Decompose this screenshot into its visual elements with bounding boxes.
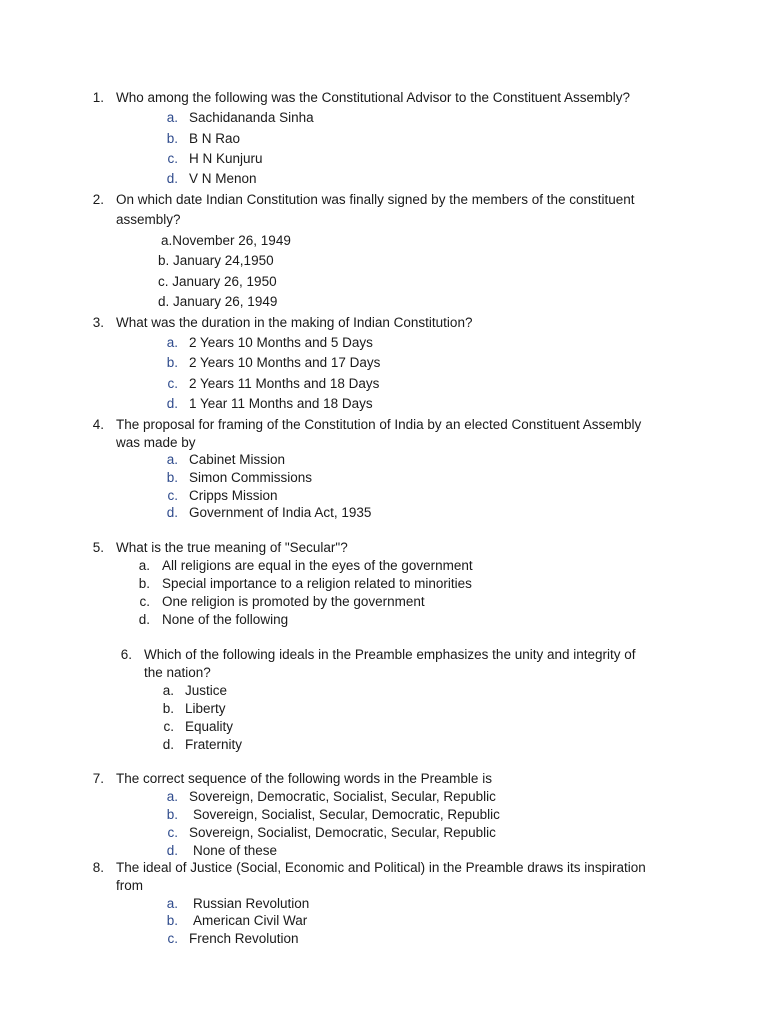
option-letter: b. — [166, 913, 178, 928]
option-letter: a. — [162, 683, 174, 698]
option-letter: c. — [163, 719, 174, 734]
option-text: One religion is promoted by the government — [162, 594, 425, 609]
option-text: Russian Revolution — [193, 896, 310, 911]
option-text: 2 Years 10 Months and 5 Days — [189, 335, 373, 350]
option-letter: b. — [166, 470, 178, 485]
question-number: 6. — [120, 647, 132, 662]
option-text: Liberty — [185, 701, 226, 716]
question-number: 1. — [92, 90, 104, 105]
question-text: The proposal for framing of the Constitution of India by an elected Constituent Assembly — [116, 417, 642, 432]
option-text: Government of India Act, 1935 — [189, 505, 372, 520]
option-text: b. January 24,1950 — [158, 253, 274, 268]
option-text: a.November 26, 1949 — [161, 233, 291, 248]
option-text: V N Menon — [189, 171, 257, 186]
option-letter: a. — [166, 110, 178, 125]
option-text: d. January 26, 1949 — [158, 294, 278, 309]
question-number: 2. — [92, 192, 104, 207]
option-text: None of these — [193, 843, 278, 858]
option-letter: c. — [167, 825, 178, 840]
question-text: The correct sequence of the following words in the Preamble is — [116, 771, 492, 786]
option-text: Sovereign, Socialist, Secular, Democratic, Republic — [193, 807, 500, 822]
question-number: 4. — [92, 417, 104, 432]
option-letter: c. — [167, 488, 178, 503]
option-letter: c. — [167, 931, 178, 946]
option-letter: b. — [166, 355, 178, 370]
option-letter: a. — [166, 452, 178, 467]
question-number: 5. — [92, 540, 104, 555]
question-text: What is the true meaning of "Secular"? — [116, 540, 348, 555]
option-text: All religions are equal in the eyes of the government — [162, 558, 473, 573]
option-letter: a. — [166, 335, 178, 350]
option-text: B N Rao — [189, 131, 241, 146]
option-text: H N Kunjuru — [189, 151, 263, 166]
option-text: Cabinet Mission — [189, 452, 286, 467]
option-text: Fraternity — [185, 737, 243, 752]
option-letter: d. — [138, 612, 150, 627]
question-text: On which date Indian Constitution was finally signed by the members of the constituent — [116, 192, 635, 207]
option-letter: c. — [167, 376, 178, 391]
question-text: The ideal of Justice (Social, Economic and Political) in the Preamble draws its inspiration — [116, 860, 646, 875]
option-text: 1 Year 11 Months and 18 Days — [189, 396, 373, 411]
option-letter: a. — [138, 558, 150, 573]
option-letter: a. — [166, 789, 178, 804]
option-text: Special importance to a religion related to minorities — [162, 576, 472, 591]
option-letter: d. — [166, 505, 178, 520]
option-text: French Revolution — [189, 931, 299, 946]
option-text: 2 Years 10 Months and 17 Days — [189, 355, 381, 370]
question-number: 8. — [92, 860, 104, 875]
option-letter: c. — [139, 594, 150, 609]
option-letter: b. — [166, 807, 178, 822]
option-letter: b. — [138, 576, 150, 591]
option-letter: d. — [166, 171, 178, 186]
option-text: None of the following — [162, 612, 289, 627]
option-letter: a. — [166, 896, 178, 911]
option-letter: b. — [166, 131, 178, 146]
question-text: was made by — [116, 435, 196, 450]
question-number: 3. — [92, 315, 104, 330]
question-text: assembly? — [116, 212, 181, 227]
option-letter: d. — [162, 737, 174, 752]
option-text: Cripps Mission — [189, 488, 278, 503]
question-text: the nation? — [144, 665, 211, 680]
option-text: American Civil War — [193, 913, 308, 928]
option-letter: d. — [166, 843, 178, 858]
question-text: from — [116, 878, 143, 893]
option-text: c. January 26, 1950 — [158, 274, 277, 289]
question-text: Which of the following ideals in the Preamble emphasizes the unity and integrity of — [144, 647, 636, 662]
option-text: Sachidananda Sinha — [189, 110, 314, 125]
question-text: Who among the following was the Constitutional Advisor to the Constituent Assembly? — [116, 90, 631, 105]
option-text: Sovereign, Socialist, Democratic, Secular, Republic — [189, 825, 496, 840]
option-text: 2 Years 11 Months and 18 Days — [189, 376, 380, 391]
question-number: 7. — [92, 771, 104, 786]
option-letter: b. — [162, 701, 174, 716]
question-text: What was the duration in the making of Indian Constitution? — [116, 315, 473, 330]
option-letter: d. — [166, 396, 178, 411]
option-text: Sovereign, Democratic, Socialist, Secular, Republic — [189, 789, 496, 804]
option-text: Simon Commissions — [189, 470, 313, 485]
option-text: Equality — [185, 719, 234, 734]
option-letter: c. — [167, 151, 178, 166]
option-text: Justice — [185, 683, 228, 698]
